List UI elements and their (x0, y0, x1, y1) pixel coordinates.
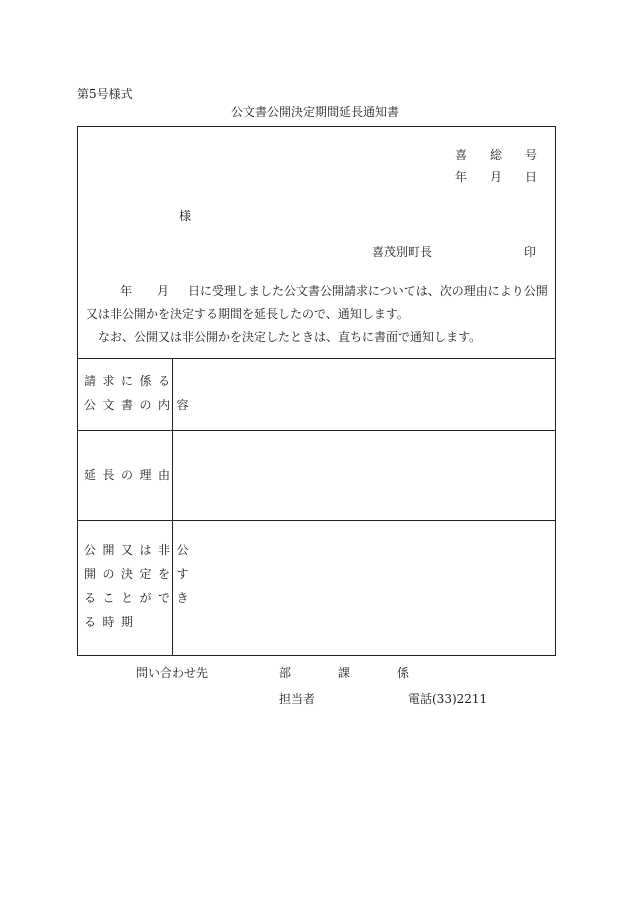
contact-label: 問い合わせ先 (136, 666, 209, 680)
date-year[interactable]: 年 (455, 170, 468, 184)
addressee-suffix: 様 (179, 209, 192, 223)
seal-mark: 印 (524, 245, 537, 259)
body-month[interactable]: 月 (157, 284, 170, 298)
contact-unit[interactable]: 係 (397, 666, 410, 680)
decision-date-field[interactable] (180, 529, 550, 647)
divider-1 (78, 358, 555, 359)
row-label-extension-reason: 延長の理由 (84, 468, 177, 482)
number-line-go: 号 (525, 148, 538, 162)
person-label: 担当者 (279, 692, 316, 706)
contact-line (0, 664, 630, 680)
contact-dept[interactable]: 部 (279, 666, 292, 680)
row-label-decision-date: 公開又は非公 開の決定をす ることができ る時期 (84, 543, 196, 629)
divider-3 (78, 520, 555, 521)
number-line-so: 総 (490, 148, 503, 162)
body-line3: なお、公開又は非公開かを決定したときは、直ちに書面で通知します。 (98, 330, 482, 344)
date-month[interactable]: 月 (490, 170, 503, 184)
sender-name: 喜茂別町長 (372, 245, 433, 259)
body-year[interactable]: 年 (120, 284, 133, 298)
body-line1: 日に受理しました公文書公開請求については、次の理由により公開 (188, 284, 548, 298)
form-number: 第5号様式 (77, 87, 133, 101)
person-line (0, 690, 630, 706)
notice-form-box (77, 126, 556, 656)
row-label-request-content: 請求に係る 公文書の内容 (84, 374, 196, 412)
date-day[interactable]: 日 (525, 170, 538, 184)
request-content-field[interactable] (180, 367, 550, 423)
body-line2: 又は非公開かを決定する期間を延長したので、通知します。 (86, 307, 409, 321)
number-line-ki: 喜 (455, 148, 468, 162)
contact-section[interactable]: 課 (338, 666, 351, 680)
divider-2 (78, 430, 555, 431)
document-title: 公文書公開決定期間延長通知書 (230, 105, 399, 119)
extension-reason-field[interactable] (180, 439, 550, 513)
phone-number: 電話(33)2211 (408, 692, 488, 706)
